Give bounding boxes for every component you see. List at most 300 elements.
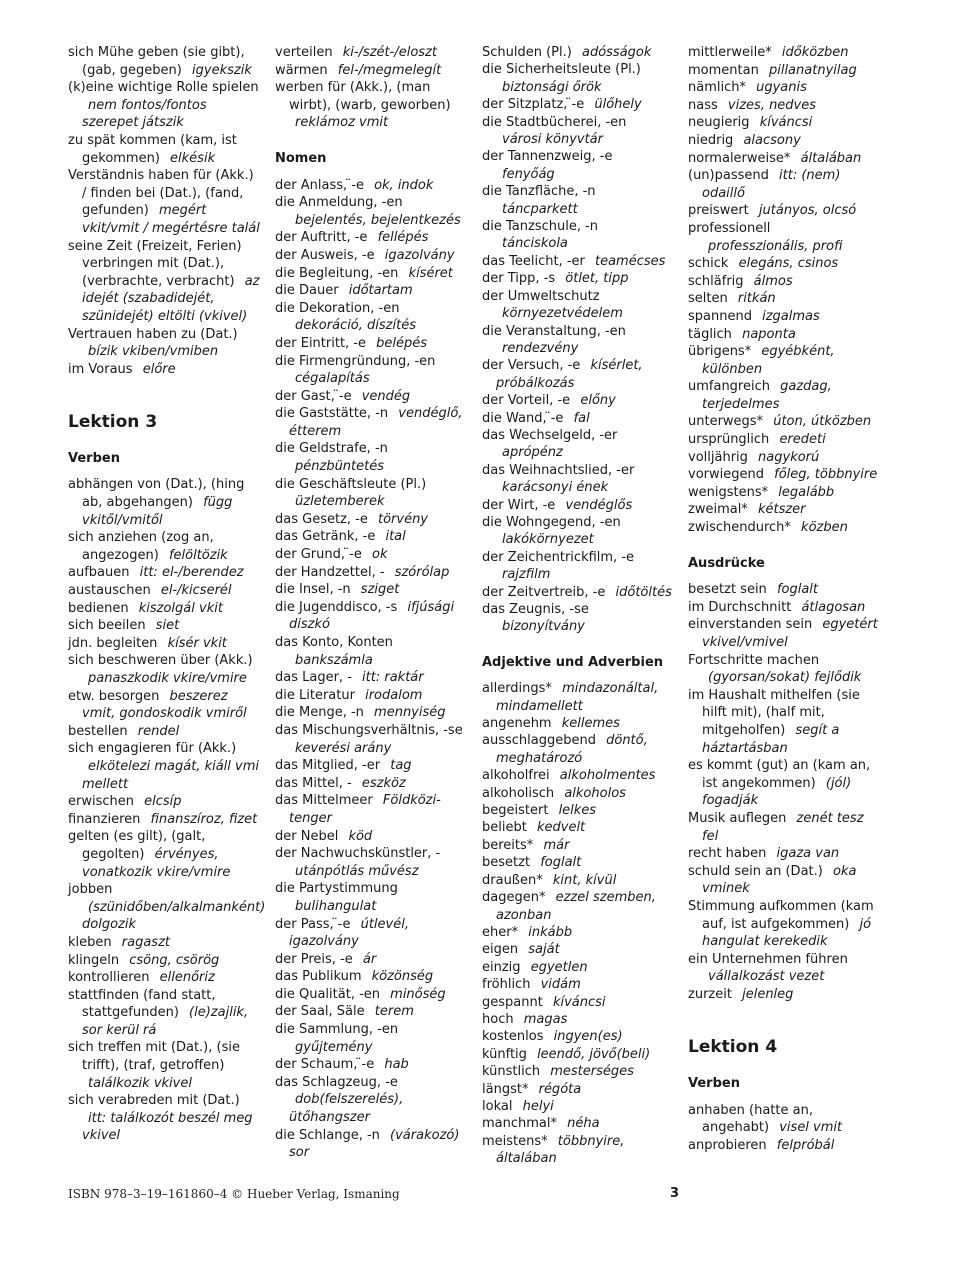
vocab-entry <box>275 1074 467 1127</box>
german-term: der Nachwuchskünstler, - <box>275 846 441 862</box>
hungarian-translation: ok <box>371 547 388 563</box>
vocab-entry <box>275 353 467 388</box>
hungarian-translation: karácsonyi ének <box>502 480 609 496</box>
vocab-entry <box>688 898 880 951</box>
hungarian-translation: kétszer <box>757 502 806 518</box>
hungarian-translation: dob(felszerelés), ütőhangszer <box>289 1092 404 1126</box>
hungarian-translation: oka vminek <box>702 863 857 897</box>
vocab-entry <box>68 529 260 564</box>
vocab-entry <box>482 872 674 889</box>
hungarian-translation: gyűjtemény <box>295 1039 373 1055</box>
hungarian-translation: itt: raktár <box>362 670 424 686</box>
vocab-entry <box>68 132 260 167</box>
vocab-entry <box>482 183 674 218</box>
german-term: Fortschritte machen <box>688 652 820 668</box>
hungarian-translation: ellenőriz <box>159 970 215 986</box>
german-term: gelten (es gilt), (galt, gegolten) <box>68 829 206 862</box>
hungarian-translation: (várakozó) sor <box>289 1127 460 1161</box>
hungarian-translation: foglalt <box>540 855 582 871</box>
vocab-entry <box>68 723 260 741</box>
hungarian-translation: keverési arány <box>295 740 392 756</box>
hungarian-translation: alkoholos <box>564 785 626 801</box>
vocab-entry <box>688 202 880 220</box>
german-term: selten <box>688 291 728 307</box>
hungarian-translation: köd <box>348 828 373 844</box>
hungarian-translation: kísér vkit <box>167 635 227 651</box>
german-term: hoch <box>482 1011 514 1027</box>
vocab-entry <box>275 880 467 915</box>
vocab-entry <box>275 335 467 353</box>
vocab-entry <box>68 793 260 811</box>
german-term: einverstanden sein <box>688 617 813 633</box>
hungarian-translation: vendég <box>361 388 411 404</box>
hungarian-translation: kísérlet, próbálkozás <box>496 358 643 391</box>
vocab-entry <box>68 934 260 952</box>
german-term: zwischendurch* <box>688 520 791 536</box>
section-heading: Ausdrücke <box>688 555 765 571</box>
german-term: die Anmeldung, -en <box>275 195 403 211</box>
vocab-entry <box>688 863 880 898</box>
hungarian-translation: saját <box>528 942 560 958</box>
hungarian-translation: nagykorú <box>758 449 820 465</box>
vocab-entry <box>482 357 674 392</box>
german-term: im Haushalt mithelfen (sie hilft mit), (half mit, mitgeholfen) <box>688 687 860 738</box>
vocab-entry <box>275 1003 467 1021</box>
german-term: der Gast, ̈-e <box>275 388 352 404</box>
german-term: ausschlaggebend <box>482 733 596 749</box>
vocab-entry <box>688 501 880 519</box>
german-term: besetzt <box>482 855 531 871</box>
hungarian-translation: itt: találkozót beszél meg vkivel <box>82 1110 253 1144</box>
german-term: jdn. begleiten <box>68 635 158 651</box>
vocab-entry <box>482 218 674 253</box>
german-term: vorwiegend <box>688 467 764 483</box>
vocab-entry <box>688 652 880 687</box>
hungarian-translation: adósságok <box>581 45 652 60</box>
hungarian-translation: naponta <box>742 326 796 342</box>
vocab-entry <box>482 270 674 287</box>
hungarian-translation: jelenleg <box>742 986 794 1002</box>
german-term: sich Mühe geben (sie gibt), (gab, gegeben) <box>68 45 245 78</box>
german-term: (k)eine wichtige Rolle spielen <box>68 80 259 96</box>
vocab-entry <box>275 687 467 705</box>
hungarian-translation: ritkán <box>737 291 776 307</box>
hungarian-translation: beszerez vmit, gondoskodik vmiről <box>82 688 247 722</box>
german-term: werben für (Akk.), (man wirbt), (warb, geworben) <box>275 80 451 113</box>
vocab-entry <box>275 669 467 687</box>
vocab-entry <box>482 549 674 584</box>
hungarian-translation: törvény <box>377 511 429 527</box>
german-term: lokal <box>482 1098 513 1114</box>
vocab-entry <box>275 1021 467 1056</box>
hungarian-translation: jó hangulat kerekedik <box>702 916 872 950</box>
vocab-entry <box>482 1028 674 1045</box>
hungarian-translation: csöng, csörög <box>129 952 220 968</box>
column-1 <box>68 44 266 1145</box>
vocab-entry <box>68 969 260 987</box>
hungarian-translation: nem fontos/fontos szerepet játszik <box>82 97 207 131</box>
german-term: verteilen <box>275 45 333 60</box>
vocab-entry <box>275 1056 467 1074</box>
vocab-entry <box>275 757 467 775</box>
german-term: mittlerweile* <box>688 45 772 60</box>
vocab-entry <box>482 941 674 958</box>
vocab-entry <box>68 476 260 529</box>
hungarian-translation: döntő, meghatározó <box>496 733 648 766</box>
german-term: volljährig <box>688 449 748 465</box>
hungarian-translation: ingyen(es) <box>553 1029 623 1045</box>
german-term: bedienen <box>68 600 129 616</box>
vocab-entry <box>688 616 880 651</box>
hungarian-translation: az idejét (szabadidejét, szünidejét) eltölti (vkivel) <box>82 273 260 324</box>
hungarian-translation: minőség <box>390 986 446 1002</box>
vocab-entry <box>482 61 674 96</box>
german-term: sich engagieren für (Akk.) <box>68 741 237 757</box>
hungarian-translation: magas <box>523 1011 568 1027</box>
hungarian-translation: sziget <box>360 582 400 598</box>
hungarian-translation: rajzfilm <box>502 567 551 583</box>
vocab-entry <box>688 466 880 484</box>
german-term: der Zeichentrickfilm, -e <box>482 549 635 565</box>
vocab-entry <box>68 828 260 881</box>
vocab-entry <box>688 62 880 80</box>
hungarian-translation: (jól) fogadják <box>702 775 852 809</box>
vocab-entry <box>688 845 880 863</box>
hungarian-translation: alacsony <box>743 132 801 148</box>
hungarian-translation: panaszkodik vkire/vmire <box>88 671 247 686</box>
hungarian-translation: pénzbüntetés <box>295 459 385 475</box>
hungarian-translation: mennyiség <box>374 705 446 721</box>
german-term: nämlich* <box>688 80 746 96</box>
german-term: unterwegs* <box>688 414 764 430</box>
hungarian-translation: felöltözik <box>168 547 228 563</box>
vocab-entry <box>68 167 260 237</box>
hungarian-translation: itt: (nem) odaillő <box>702 168 841 201</box>
german-term: sich beschweren über (Akk.) <box>68 653 253 669</box>
german-term: alkoholfrei <box>482 768 550 784</box>
hungarian-translation: jutányos, olcsó <box>758 203 857 219</box>
hungarian-translation: ital <box>385 529 406 545</box>
vocab-entry <box>482 732 674 767</box>
german-term: das Weihnachtslied, -er <box>482 462 635 478</box>
vocab-entry <box>688 79 880 97</box>
german-term: seine Zeit (Freizeit, Ferien) verbringen mit (Dat.), (verbrachte, verbracht) <box>68 238 242 289</box>
german-term: Vertrauen haben zu (Dat.) <box>68 326 238 342</box>
german-term: zu spät kommen (kam, ist gekommen) <box>68 132 237 166</box>
vocab-entry <box>68 688 260 723</box>
german-term: Stimmung aufkommen (kam auf, ist aufgekommen) <box>688 898 874 932</box>
german-term: die Stadtbücherei, -en <box>482 114 627 130</box>
vocab-entry <box>688 413 880 431</box>
hungarian-translation: helyi <box>522 1098 554 1114</box>
german-term: die Veranstaltung, -en <box>482 323 626 339</box>
hungarian-translation: zenét tesz fel <box>702 810 864 844</box>
vocab-entry <box>68 238 260 326</box>
hungarian-translation: előny <box>580 393 616 409</box>
german-term: die Geldstrafe, -n <box>275 441 388 457</box>
german-term: der Nebel <box>275 828 339 844</box>
vocab-entry <box>688 986 880 1004</box>
german-term: sich beeilen <box>68 618 146 634</box>
vocab-entry <box>275 581 467 599</box>
german-term: allerdings* <box>482 681 552 697</box>
german-term: professionell <box>688 220 771 236</box>
hungarian-translation: bejelentés, bejelentkezés <box>295 212 461 228</box>
german-term: meistens* <box>482 1133 548 1149</box>
hungarian-translation: irodalom <box>365 687 423 703</box>
vocab-entry <box>482 976 674 993</box>
vocab-entry <box>275 845 467 880</box>
german-term: recht haben <box>688 846 767 862</box>
german-term: der Handzettel, - <box>275 564 385 580</box>
vocab-entry <box>68 740 260 793</box>
hungarian-translation: városi könyvtár <box>502 132 603 148</box>
hungarian-translation: közönség <box>371 969 434 985</box>
vocab-entry <box>68 564 260 582</box>
hungarian-translation: reklámoz vmit <box>295 115 389 131</box>
german-term: das Mischungsverhältnis, -se <box>275 722 463 738</box>
hungarian-translation: úton, útközben <box>773 414 872 430</box>
hungarian-translation: bizonyítvány <box>502 619 585 635</box>
hungarian-translation: vendéglős <box>565 497 633 513</box>
german-term: der Schaum, ̈-e <box>275 1057 375 1073</box>
german-term: beliebt <box>482 820 527 836</box>
german-term: der Tannenzweig, -e <box>482 149 613 165</box>
german-term: eigen <box>482 942 519 958</box>
german-term: manchmal* <box>482 1116 557 1132</box>
vocab-entry <box>482 497 674 514</box>
hungarian-translation: felpróbál <box>776 1137 835 1153</box>
hungarian-translation: megért vkit/vmit / megértésre talál <box>82 203 260 236</box>
hungarian-translation: vidám <box>540 977 581 993</box>
hungarian-translation: vizes, nedves <box>727 97 817 113</box>
section-heading: Verben <box>688 1076 740 1092</box>
hungarian-translation: lakókörnyezet <box>502 532 594 548</box>
hungarian-translation: kint, kívül <box>552 872 617 888</box>
vocab-entry <box>482 994 674 1011</box>
german-term: schläfrig <box>688 273 744 289</box>
german-term: die Qualität, -en <box>275 986 381 1002</box>
german-term: draußen* <box>482 872 543 888</box>
hungarian-translation: bulihangulat <box>295 898 377 914</box>
hungarian-translation: egyébként, különben <box>702 344 835 377</box>
german-term: ein Unternehmen führen <box>688 951 848 967</box>
hungarian-translation: kedvelt <box>536 820 586 836</box>
vocab-entry <box>688 757 880 810</box>
hungarian-translation: fel-/megmelegít <box>337 62 442 78</box>
vocab-entry <box>688 150 880 168</box>
german-term: die Dekoration, -en <box>275 300 400 316</box>
vocab-entry <box>482 767 674 784</box>
german-term: der Tipp, -s <box>482 271 556 287</box>
german-term: dagegen* <box>482 890 546 906</box>
vocab-entry <box>482 1011 674 1028</box>
hungarian-translation: igyekszik <box>192 62 252 78</box>
hungarian-translation: lelkes <box>558 803 597 819</box>
vocab-entry <box>482 323 674 358</box>
vocab-entry <box>482 148 674 183</box>
german-term: alkoholisch <box>482 785 555 801</box>
vocab-entry <box>68 652 260 687</box>
vocab-entry <box>482 924 674 941</box>
hungarian-translation: mindazonáltal, mindamellett <box>496 681 659 714</box>
vocab-entry <box>482 1115 674 1132</box>
hungarian-translation: izgalmas <box>762 308 820 324</box>
hungarian-translation: siet <box>155 618 180 634</box>
vocab-entry <box>68 44 260 79</box>
vocab-entry <box>275 916 467 951</box>
hungarian-translation: általában <box>800 150 862 166</box>
german-term: das Mittel, - <box>275 775 352 791</box>
hungarian-translation: foglalt <box>776 582 819 598</box>
vocab-entry <box>68 952 260 970</box>
hungarian-translation: környezetvédelem <box>502 306 623 322</box>
vocab-entry <box>275 300 467 335</box>
vocab-entry <box>68 987 260 1040</box>
vocab-entry <box>68 1039 260 1092</box>
vocab-entry <box>482 584 674 601</box>
german-term: die Literatur <box>275 687 355 703</box>
german-term: das Zeugnis, -se <box>482 602 589 617</box>
hungarian-translation: eredeti <box>779 432 826 448</box>
hungarian-translation: bankszámla <box>295 652 373 668</box>
hungarian-translation: főleg, többnyire <box>774 467 878 483</box>
vocab-entry <box>68 79 260 132</box>
german-term: spannend <box>688 308 752 324</box>
hungarian-translation: (gyorsan/sokat) fejlődik <box>708 670 862 686</box>
vocab-entry <box>688 378 880 413</box>
hungarian-translation: biztonsági őrök <box>502 79 602 95</box>
vocab-entry <box>275 247 467 265</box>
hungarian-translation: találkozik vkivel <box>88 1075 192 1091</box>
vocab-entry <box>275 634 467 669</box>
lesson-heading: Lektion 4 <box>688 1037 778 1058</box>
hungarian-translation: közben <box>801 520 848 536</box>
hungarian-translation: pillanatnyilag <box>768 62 857 78</box>
german-term: künftig <box>482 1046 527 1062</box>
vocab-entry <box>275 440 467 475</box>
german-term: aufbauen <box>68 565 130 581</box>
german-term: austauschen <box>68 583 151 599</box>
vocab-entry <box>275 564 467 582</box>
vocab-entry <box>68 635 260 653</box>
german-term: übrigens* <box>688 344 752 360</box>
hungarian-translation: utánpótlás művész <box>295 863 419 879</box>
hungarian-translation: időtartam <box>348 283 413 299</box>
vocab-entry <box>275 388 467 406</box>
hungarian-translation: ok, indok <box>374 177 434 193</box>
german-term: normalerweise* <box>688 150 791 166</box>
german-term: das Lager, - <box>275 670 352 686</box>
hungarian-translation: kíváncsi <box>759 115 813 131</box>
column-4 <box>688 44 880 1154</box>
vocab-entry <box>68 600 260 618</box>
german-term: die Wohngegend, -en <box>482 514 621 530</box>
hungarian-translation: álmos <box>753 273 793 289</box>
hungarian-translation: függ vkitől/vmitől <box>82 495 233 528</box>
hungarian-translation: érvényes, vonatkozik vkire/vmire <box>82 846 231 880</box>
german-term: die Dauer <box>275 283 339 299</box>
vocab-entry <box>482 601 674 636</box>
german-term: im Voraus <box>68 361 133 377</box>
vocab-entry <box>68 881 266 934</box>
vocab-entry <box>275 405 467 440</box>
vocab-entry <box>688 449 880 467</box>
german-term: das Konto, Konten <box>275 635 393 650</box>
vocab-entry <box>482 96 674 113</box>
german-term: der Saal, Säle <box>275 1004 365 1020</box>
vocab-entry <box>688 343 880 378</box>
hungarian-translation: tag <box>390 758 412 774</box>
vocab-entry <box>68 811 260 829</box>
german-term: nass <box>688 97 718 113</box>
vocab-entry <box>688 114 880 132</box>
hungarian-translation: dekoráció, díszítés <box>295 318 416 334</box>
hungarian-translation: fal <box>573 410 590 426</box>
vocab-entry <box>275 775 467 793</box>
german-term: künstlich <box>482 1064 541 1080</box>
hungarian-translation: táncparkett <box>502 201 578 217</box>
hungarian-translation: fenyőág <box>502 166 555 182</box>
vocab-entry <box>688 220 880 255</box>
vocab-entry <box>275 951 467 969</box>
vocab-entry <box>482 1081 674 1098</box>
vocab-entry <box>275 599 467 634</box>
german-term: schuld sein an (Dat.) <box>688 863 823 879</box>
german-term: etw. besorgen <box>68 688 160 704</box>
hungarian-translation: ifjúsági diszkó <box>289 599 455 633</box>
section-heading: Nomen <box>275 150 327 166</box>
german-term: das Getränk, -e <box>275 529 376 545</box>
german-term: die Jugenddisco, -s <box>275 599 398 615</box>
vocab-entry <box>68 326 260 361</box>
german-term: eher* <box>482 924 519 940</box>
hungarian-translation: ötlet, tipp <box>565 271 629 287</box>
hungarian-translation: időtöltés <box>615 584 672 600</box>
hungarian-translation: finanszíroz, fizet <box>150 811 258 827</box>
hungarian-translation: alkoholmentes <box>559 768 656 784</box>
hungarian-translation: kíváncsi <box>552 994 606 1010</box>
hungarian-translation: elcsíp <box>144 794 182 810</box>
hungarian-translation: ár <box>362 951 377 967</box>
german-term: bereits* <box>482 837 534 853</box>
vocab-entry <box>482 1133 674 1168</box>
hungarian-translation: többnyire, általában <box>496 1133 625 1167</box>
hungarian-translation: teamécses <box>595 253 666 269</box>
hungarian-translation: kiszolgál vkit <box>138 600 223 616</box>
german-term: der Zeitvertreib, -e <box>482 584 606 600</box>
vocab-entry <box>688 308 880 326</box>
vocab-entry <box>482 253 674 270</box>
vocab-entry <box>275 1127 467 1162</box>
german-term: ursprünglich <box>688 432 770 448</box>
german-term: das Mittelmeer <box>275 793 373 809</box>
german-term: der Umweltschutz <box>482 288 600 304</box>
vocab-entry <box>482 462 674 497</box>
vocab-entry <box>275 968 467 986</box>
german-term: der Preis, -e <box>275 951 353 967</box>
german-term: besetzt sein <box>688 582 767 598</box>
german-term: die Wand, ̈-e <box>482 410 564 426</box>
vocab-entry <box>482 427 674 462</box>
german-term: anhaben (hatte an, angehabt) <box>688 1102 813 1136</box>
german-term: täglich <box>688 326 732 342</box>
german-term: wärmen <box>275 62 328 78</box>
vocab-entry <box>688 290 880 308</box>
german-term: der Auftritt, -e <box>275 230 368 246</box>
hungarian-translation: ülőhely <box>594 97 642 113</box>
vocab-entry <box>68 582 260 600</box>
